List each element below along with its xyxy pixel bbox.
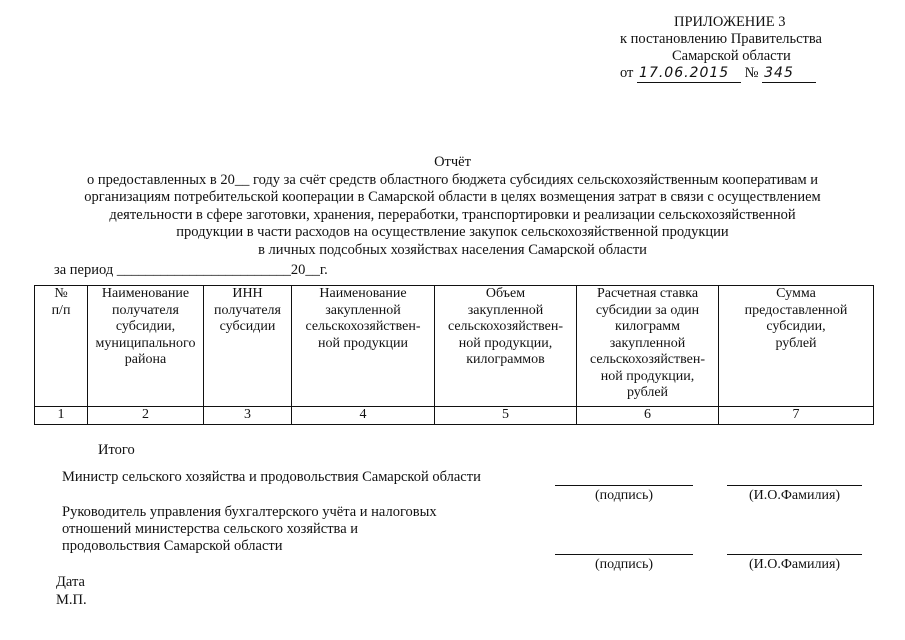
header-cell: Расчетная ставка субсидии за один килограмм закупленной сельскохозяйствен- ной продукции, рублей: [577, 286, 719, 407]
table-header-row: [35, 286, 874, 407]
title-line: в личных подсобных хозяйствах населения Самарской области: [258, 241, 647, 258]
total-label: Итого: [98, 442, 135, 458]
minister-signature-line: [555, 485, 693, 486]
accounting-sign-caption: (подпись): [594, 557, 654, 572]
minister-sign-caption: (подпись): [594, 488, 654, 503]
header-cell: Наименование получателя субсидии, муниципального района: [88, 286, 204, 407]
appendix-header: [620, 14, 870, 83]
accounting-name-caption: (И.О.Фамилия): [748, 557, 841, 572]
column-number: 3: [204, 407, 292, 425]
column-number: 1: [35, 407, 88, 425]
accounting-head-title: Руководитель управления бухгалтерского учёта и налоговых отношений министерства сельского хозяйства и продовольствия Самарской области: [62, 504, 437, 554]
report-title: [0, 154, 905, 259]
minister-name-caption: (И.О.Фамилия): [748, 488, 841, 503]
appendix-resolution: к постановлению Правительства: [620, 31, 822, 47]
appendix-title: ПРИЛОЖЕНИЕ 3: [674, 14, 786, 30]
title-line: о предоставленных в 20__ году за счёт средств областного бюджета субсидиях сельскохозяйственным кооперативам и: [86, 171, 819, 188]
report-table: [34, 285, 874, 425]
minister-title: Министр сельского хозяйства и продовольствия Самарской области: [62, 469, 481, 485]
number-label: №: [744, 65, 759, 81]
table-number-row: [35, 407, 874, 425]
header-cell: № п/п: [35, 286, 88, 407]
appendix-date-number: [620, 65, 870, 83]
report-period: за период ________________________20__г.: [54, 262, 328, 278]
column-number: 5: [435, 407, 577, 425]
title-line: продукции в части расходов на осуществление закупок сельскохозяйственной продукции: [176, 224, 729, 240]
column-number: 6: [577, 407, 719, 425]
column-number: 7: [719, 407, 874, 425]
title-line: деятельности в сфере заготовки, хранения, переработки, транспортировки и реализации сельскохозяйственной: [109, 206, 796, 223]
handwritten-date: 17.06.2015: [637, 65, 741, 83]
title-line: Отчёт: [434, 154, 471, 170]
column-number: 4: [292, 407, 435, 425]
header-cell: Наименование закупленной сельскохозяйствен- ной продукции: [292, 286, 435, 407]
accounting-name-line: [727, 554, 862, 555]
header-cell: Сумма предоставленной субсидии, рублей: [719, 286, 874, 407]
header-cell: ИНН получателя субсидии: [204, 286, 292, 407]
title-line: организациям потребительской кооперации в Самарской области в целях возмещения затрат в связи с осуществлением: [84, 189, 821, 205]
from-label: от: [620, 65, 634, 81]
column-number: 2: [88, 407, 204, 425]
date-label: Дата: [56, 574, 85, 590]
appendix-region: Самарской области: [672, 48, 791, 64]
handwritten-number: 345: [762, 65, 816, 83]
minister-name-line: [727, 485, 862, 486]
accounting-signature-line: [555, 554, 693, 555]
header-cell: Объем закупленной сельскохозяйствен- ной продукции, килограммов: [435, 286, 577, 407]
stamp-label: М.П.: [56, 592, 87, 608]
